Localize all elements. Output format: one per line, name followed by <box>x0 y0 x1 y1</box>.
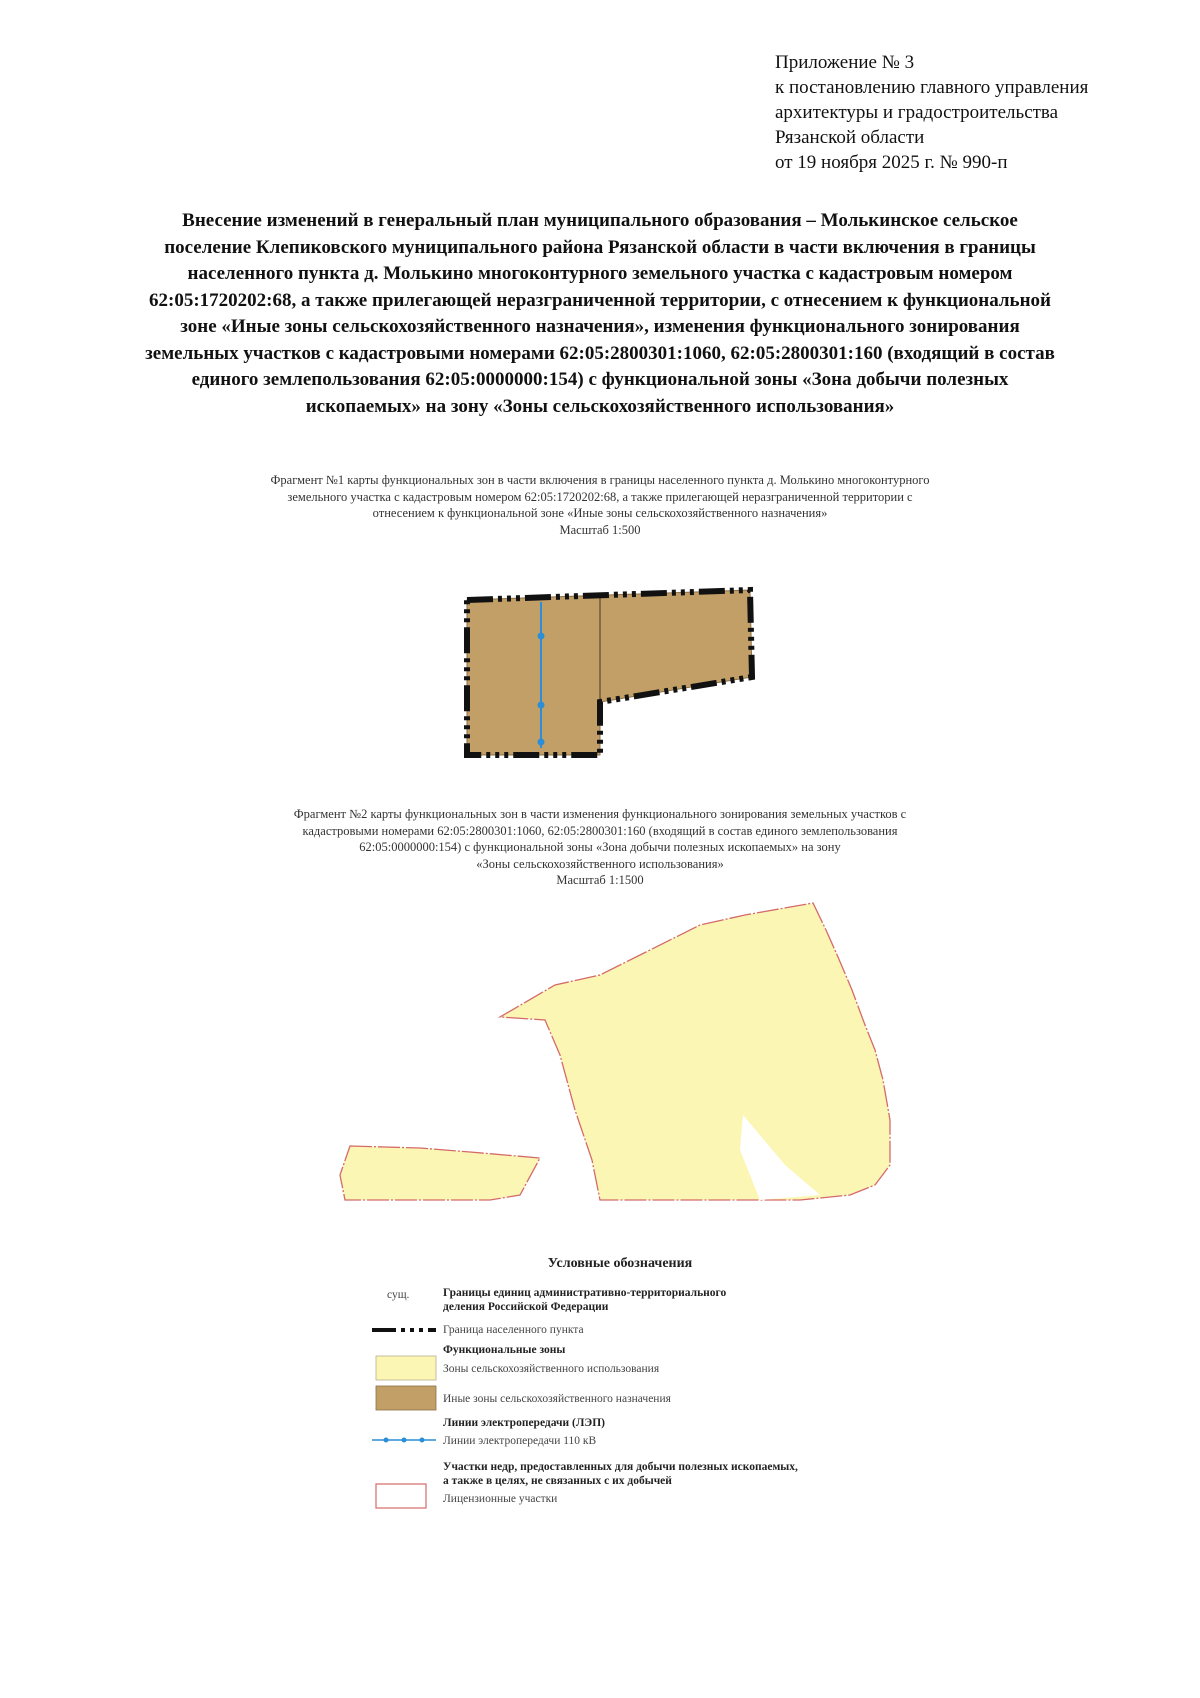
legend-agri-use-swatch <box>376 1356 436 1380</box>
legend-license-label: Лицензионные участки <box>443 1493 558 1505</box>
annex-line: архитектуры и градостроительства <box>775 102 1059 123</box>
legend-power-node <box>420 1438 425 1443</box>
legend-power-heading: Линии электропередачи (ЛЭП) <box>443 1417 605 1429</box>
caption-line: Масштаб 1:1500 <box>556 873 644 887</box>
legend-admin-symbol-label: сущ. <box>387 1289 410 1301</box>
legend-other-agri-swatch <box>376 1386 436 1410</box>
power-line-node <box>538 702 545 709</box>
legend-power-node <box>402 1438 407 1443</box>
other-agri-zone-area <box>467 590 752 755</box>
legend-other-agri-label: Иные зоны сельскохозяйственного назначения <box>443 1393 671 1405</box>
legend-power-node <box>384 1438 389 1443</box>
power-line-node <box>538 739 545 746</box>
title-line: поселение Клепиковского муниципального района Рязанской области в части включения в границы <box>164 236 1036 258</box>
title-line: зоне «Иные зоны сельскохозяйственного назначения», изменения функционального зонирования <box>180 316 1020 337</box>
title-line: населенного пункта д. Молькино многоконтурного земельного участка с кадастровым номером <box>187 263 1013 284</box>
annex-line: Приложение № 3 <box>775 52 915 73</box>
fragment1-map <box>467 590 752 755</box>
caption-line: Масштаб 1:500 <box>559 522 641 537</box>
caption-line: 62:05:0000000:154) с функциональной зоны «Зона добычи полезных ископаемых» на зону <box>359 840 841 854</box>
legend-subsoil-heading: а также в целях, не связанных с их добычей <box>443 1475 672 1487</box>
caption-line: Фрагмент №1 карты функциональных зон в части включения в границы населенного пункта д. Молькино многоконтурного <box>270 473 930 487</box>
agri-use-zone-large <box>500 903 890 1200</box>
legend-license-area-symbol <box>376 1484 426 1508</box>
annex-line: Рязанской области <box>775 127 925 148</box>
fragment2-map <box>340 903 890 1200</box>
annex-line: к постановлению главного управления <box>775 77 1089 98</box>
annex-line: от 19 ноября 2025 г. № 990-п <box>775 152 1008 173</box>
legend-settlement-boundary-label: Граница населенного пункта <box>443 1324 584 1336</box>
title-line: 62:05:1720202:68, а также прилегающей неразграниченной территории, с отнесением к функциональной <box>149 289 1051 311</box>
caption-line: земельного участка с кадастровым номером 62:05:1720202:68, а также прилегающей неразграниченной территории с <box>287 489 913 504</box>
caption-line: отнесением к функциональной зоне «Иные зоны сельскохозяйственного назначения» <box>372 506 828 520</box>
legend-title: Условные обозначения <box>547 1256 693 1271</box>
legend-admin-heading: деления Российской Федерации <box>443 1301 609 1313</box>
power-line-node <box>538 633 545 640</box>
title-line: Внесение изменений в генеральный план муниципального образования – Молькинское сельское <box>182 210 1018 231</box>
caption-line: Фрагмент №2 карты функциональных зон в части изменения функционального зонирования земельных участков с <box>293 807 907 821</box>
legend-symbols <box>372 1330 436 1508</box>
legend-admin-heading: Границы единиц административно-территориального <box>443 1287 727 1299</box>
caption-line: кадастровыми номерами 62:05:2800301:1060, 62:05:2800301:160 (входящий в состав единого землепользования <box>302 823 898 838</box>
caption-line: «Зоны сельскохозяйственного использования» <box>476 856 724 871</box>
legend-zones-heading: Функциональные зоны <box>443 1344 566 1356</box>
legend-agri-use-label: Зоны сельскохозяйственного использования <box>443 1363 660 1375</box>
legend-power-label: Линии электропередачи 110 кВ <box>443 1435 597 1447</box>
agri-use-zone-small <box>340 1146 540 1200</box>
title-line: единого землепользования 62:05:0000000:154) с функциональной зоны «Зона добычи полезных <box>191 369 1009 390</box>
title-line: земельных участков с кадастровыми номерами 62:05:2800301:1060, 62:05:2800301:160 (входящий в состав <box>145 342 1055 364</box>
title-line: ископаемых» на зону «Зоны сельскохозяйственного использования» <box>305 395 895 417</box>
legend-subsoil-heading: Участки недр, предоставленных для добычи полезных ископаемых, <box>443 1461 798 1473</box>
